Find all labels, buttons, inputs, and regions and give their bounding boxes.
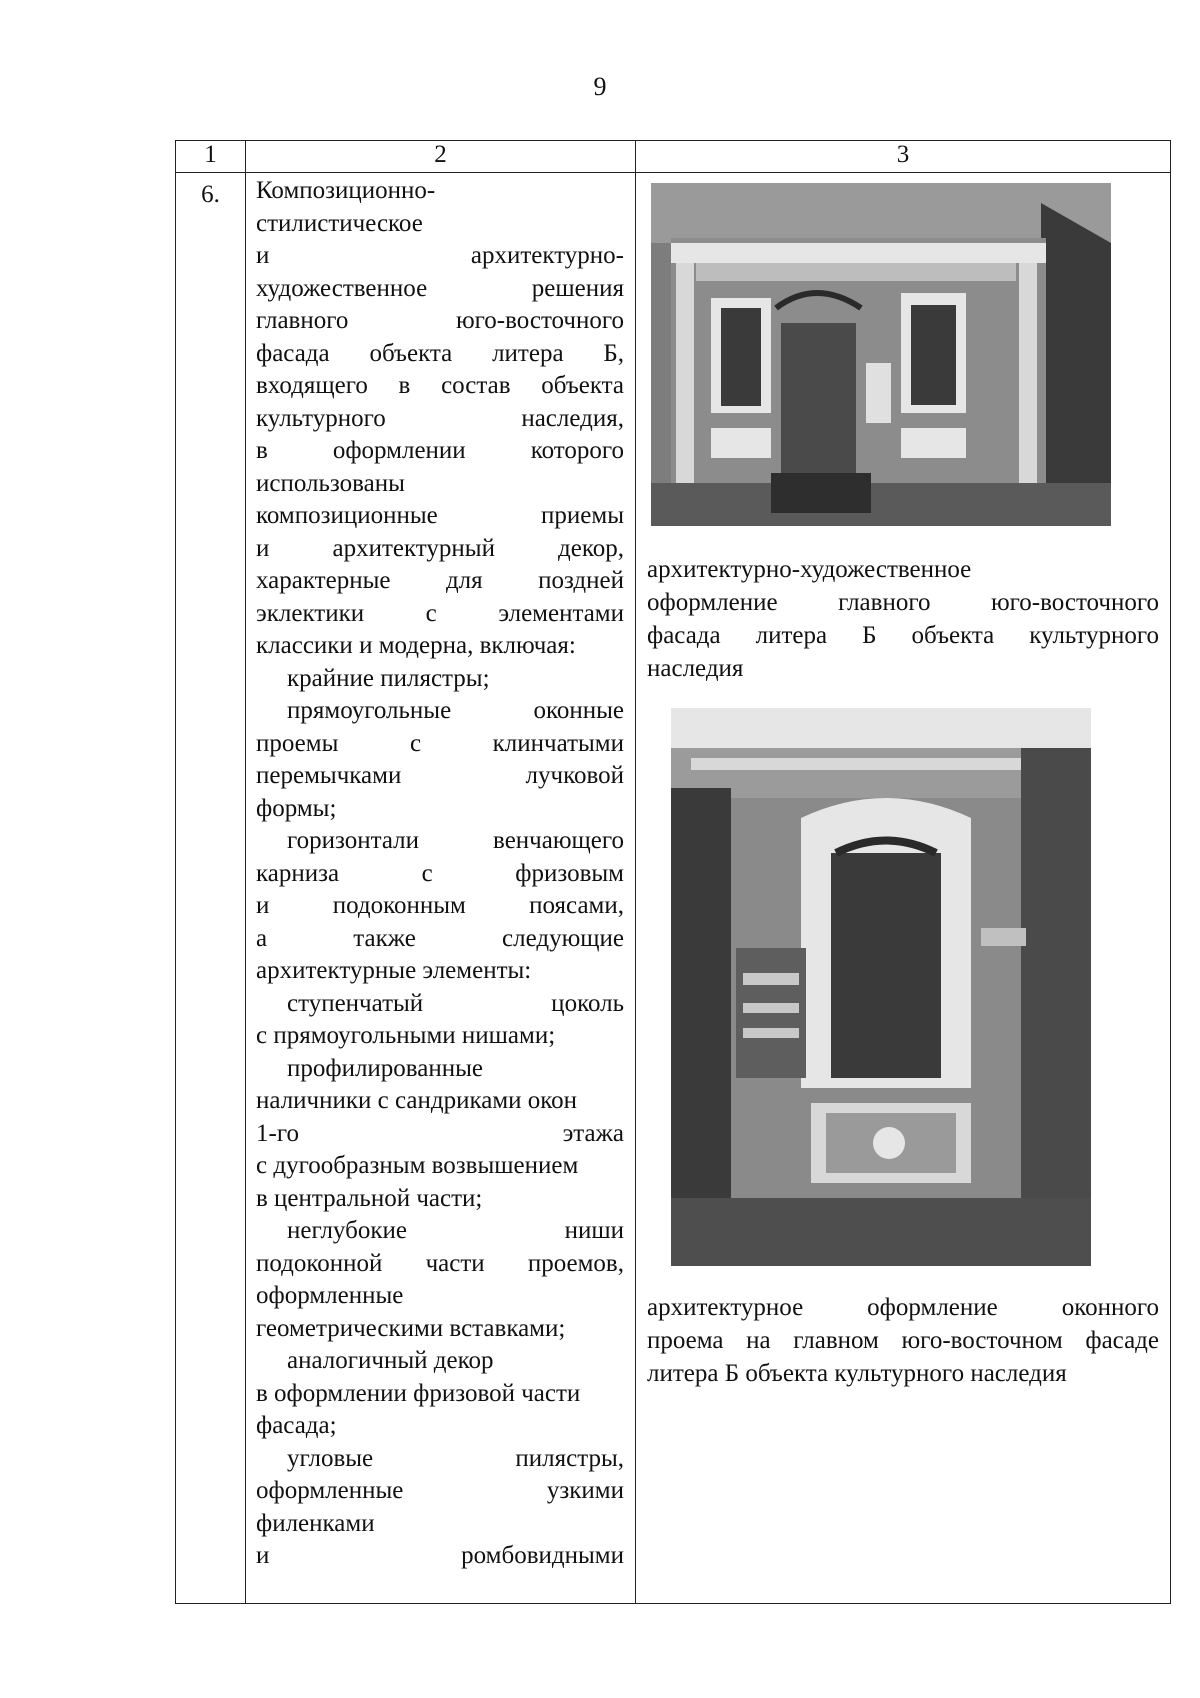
description-line: неглубокие ниши bbox=[287, 1217, 624, 1244]
description-line: главного юго-восточного bbox=[256, 307, 624, 334]
description-line: и архитектурный декор, bbox=[256, 534, 624, 562]
description-line: ступенчатый цоколь bbox=[287, 989, 624, 1017]
description-line: угловые пилястры, bbox=[287, 1444, 624, 1472]
description-line: в оформлении которого bbox=[256, 437, 624, 464]
column-header-3: 3 bbox=[636, 141, 1171, 173]
description-line: оформленные bbox=[256, 1282, 404, 1309]
description-line: крайние пилястры; bbox=[287, 664, 490, 692]
element-description bbox=[246, 173, 636, 1604]
caption-line: литера Б объекта культурного наследия bbox=[647, 1360, 1067, 1387]
description-line: и архитектурно- bbox=[256, 242, 624, 269]
description-line: профилированные bbox=[287, 1054, 484, 1082]
description-line: с дугообразным возвышением bbox=[256, 1152, 579, 1179]
description-line: в оформлении фризовой части bbox=[256, 1379, 581, 1407]
description-line: и подоконным поясами, bbox=[256, 892, 624, 919]
description-line: 1-го этажа bbox=[256, 1119, 624, 1147]
photo-2-caption bbox=[647, 1291, 1159, 1390]
window-photo bbox=[671, 708, 1091, 1266]
description-line: Композиционно- bbox=[256, 177, 436, 204]
description-line: с прямоугольными нишами; bbox=[256, 1022, 556, 1049]
description-line: эклектики с элементами bbox=[256, 599, 624, 627]
caption-line: архитектурное оформление оконного bbox=[647, 1294, 1159, 1321]
row-number: 6. bbox=[176, 173, 246, 1604]
description-line: входящего в состав объекта bbox=[256, 372, 624, 399]
heritage-table bbox=[175, 140, 1171, 1604]
description-line: классики и модерна, включая: bbox=[256, 632, 576, 659]
caption-line: оформление главного юго-восточного bbox=[647, 589, 1159, 616]
photo-1-caption bbox=[647, 553, 1159, 685]
description-line: художественное решения bbox=[256, 274, 624, 302]
description-line: формы; bbox=[256, 794, 337, 822]
column-header-2: 2 bbox=[246, 141, 636, 173]
page-number: 9 bbox=[593, 72, 607, 101]
photo-cell bbox=[636, 173, 1171, 1604]
description-line: стилистическое bbox=[256, 209, 423, 237]
description-line: проемы с клинчатыми bbox=[256, 729, 624, 757]
description-line: наличники с сандриками окон bbox=[256, 1087, 578, 1114]
description-line: характерные для поздней bbox=[256, 567, 624, 594]
description-line: горизонтали венчающего bbox=[287, 827, 624, 854]
column-header-1: 1 bbox=[176, 141, 246, 173]
description-line: и ромбовидными bbox=[256, 1542, 624, 1569]
caption-line: архитектурно-художественное bbox=[647, 556, 972, 583]
description-line: аналогичный декор bbox=[287, 1347, 494, 1374]
description-line: композиционные приемы bbox=[256, 502, 624, 529]
description-line: геометрическими вставками; bbox=[256, 1314, 566, 1342]
caption-line: фасада литера Б объекта культурного bbox=[647, 622, 1159, 649]
facade-photo bbox=[651, 183, 1111, 526]
table-header-row bbox=[176, 141, 1171, 173]
description-line: перемычками лучковой bbox=[256, 762, 624, 789]
description-line: подоконной части проемов, bbox=[256, 1249, 624, 1277]
description-line: оформленные узкими bbox=[256, 1477, 624, 1504]
description-line: культурного наследия, bbox=[256, 404, 624, 432]
description-line: в центральной части; bbox=[256, 1184, 483, 1212]
description-line: а также следующие bbox=[256, 924, 624, 952]
description-line: филенками bbox=[256, 1509, 375, 1537]
description-line: фасада; bbox=[256, 1412, 337, 1439]
description-line: прямоугольные оконные bbox=[287, 697, 624, 724]
caption-line: наследия bbox=[647, 655, 744, 682]
description-line: карниза с фризовым bbox=[256, 859, 624, 887]
caption-line: проема на главном юго-восточном фасаде bbox=[647, 1327, 1159, 1354]
table-row bbox=[176, 173, 1171, 1604]
description-line: фасада объекта литера Б, bbox=[256, 339, 624, 367]
description-line: использованы bbox=[256, 469, 405, 497]
description-line: архитектурные элементы: bbox=[256, 957, 532, 984]
